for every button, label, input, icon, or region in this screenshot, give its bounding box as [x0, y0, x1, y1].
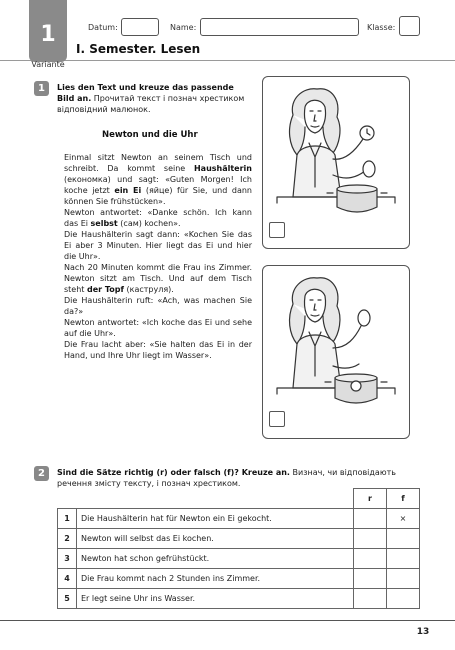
task-2-badge: 2: [34, 466, 49, 481]
task-1-instruction-de: Lies den Text und kreuze das passende Bild an.: [57, 83, 234, 103]
page-title: I. Semester. Lesen: [76, 42, 201, 56]
story-paragraph: Newton antwortet: «Ich koche das Ei und sehe auf die Uhr».: [64, 318, 252, 338]
variant-tab: [29, 0, 67, 62]
story-text: [64, 152, 252, 361]
row-number: 2: [58, 529, 77, 549]
variant-number: 1: [40, 22, 56, 47]
table-row: [58, 569, 420, 589]
true-false-table: [57, 488, 420, 609]
newton-illustration-1: [263, 77, 409, 248]
story-paragraph: Die Frau lacht aber: «Sie halten das Ei in der Hand, und Ihre Uhr liegt im Wasser».: [64, 340, 252, 360]
answer-r-cell[interactable]: [354, 589, 387, 609]
row-number: 1: [58, 509, 77, 529]
row-statement: Er legt seine Uhr ins Wasser.: [77, 589, 354, 609]
story-paragraph: Einmal sitzt Newton an seinem Tisch und schreibt. Da kommt seine Haushälterin (економка) und sagt: «Guten Morgen! Ich koche jetzt ein Ei (яйце) für Sie, und dann können Sie frühstücken».: [64, 153, 253, 206]
story-paragraph: Nach 20 Minuten kommt die Frau ins Zimmer. Newton sitzt am Tisch. Und auf dem Tisch steht der Topf (каструля).: [64, 263, 252, 294]
column-r-header: r: [354, 489, 387, 509]
answer-r-cell[interactable]: [354, 529, 387, 549]
footer-rule: [0, 620, 455, 621]
story-paragraph: Die Haushälterin ruft: «Ach, was machen Sie da?»: [64, 296, 252, 316]
story-title: Newton und die Uhr: [102, 130, 198, 140]
row-statement: Die Frau kommt nach 2 Stunden ins Zimmer.: [77, 569, 354, 589]
row-statement: Newton will selbst das Ei kochen.: [77, 529, 354, 549]
table-row: [58, 509, 420, 529]
picture-1-checkbox[interactable]: [269, 222, 285, 238]
task-1-badge: 1: [34, 81, 49, 96]
row-number: 5: [58, 589, 77, 609]
task-1-instruction-uk: Прочитай текст і познач хрестиком відповідний малюнок.: [57, 94, 245, 114]
task-1-instruction: [57, 82, 253, 115]
table-row: [58, 529, 420, 549]
row-statement: Die Haushälterin hat für Newton ein Ei gekocht.: [77, 509, 354, 529]
answer-r-cell[interactable]: [354, 509, 387, 529]
table-header-row: [58, 489, 420, 509]
page-number: 13: [408, 624, 438, 640]
answer-f-cell[interactable]: [387, 569, 420, 589]
datum-field[interactable]: [121, 18, 159, 36]
row-number: 3: [58, 549, 77, 569]
column-f-header: f: [387, 489, 420, 509]
answer-r-cell[interactable]: [354, 569, 387, 589]
name-label: Name:: [170, 23, 197, 32]
answer-f-cell[interactable]: [387, 549, 420, 569]
answer-f-cell[interactable]: [387, 529, 420, 549]
table-row: [58, 589, 420, 609]
answer-f-cell[interactable]: ×: [387, 509, 420, 529]
row-statement: Newton hat schon gefrühstückt.: [77, 549, 354, 569]
answer-r-cell[interactable]: [354, 549, 387, 569]
datum-label: Datum:: [88, 23, 118, 32]
klasse-label: Klasse:: [367, 23, 396, 32]
answer-f-cell[interactable]: [387, 589, 420, 609]
task-2-instruction-uk: Визнач, чи відповідають речення змісту тексту, і познач хрестиком.: [57, 468, 396, 488]
story-paragraph: Newton antwortet: «Danke schön. Ich kann das Ei selbst (сам) kochen».: [64, 208, 252, 228]
table-row: [58, 549, 420, 569]
story-paragraph: Die Haushälterin sagt dann: «Kochen Sie das Ei aber 3 Minuten. Hier liegt das Ei und hier die Uhr».: [64, 230, 252, 261]
picture-2-checkbox[interactable]: [269, 411, 285, 427]
klasse-field[interactable]: [399, 16, 420, 36]
task-2-instruction: [57, 467, 427, 489]
name-field[interactable]: [200, 18, 359, 36]
row-number: 4: [58, 569, 77, 589]
variant-label: Variante: [31, 60, 65, 69]
task-2-instruction-de: Sind die Sätze richtig (r) oder falsch (f)? Kreuze an.: [57, 468, 290, 477]
